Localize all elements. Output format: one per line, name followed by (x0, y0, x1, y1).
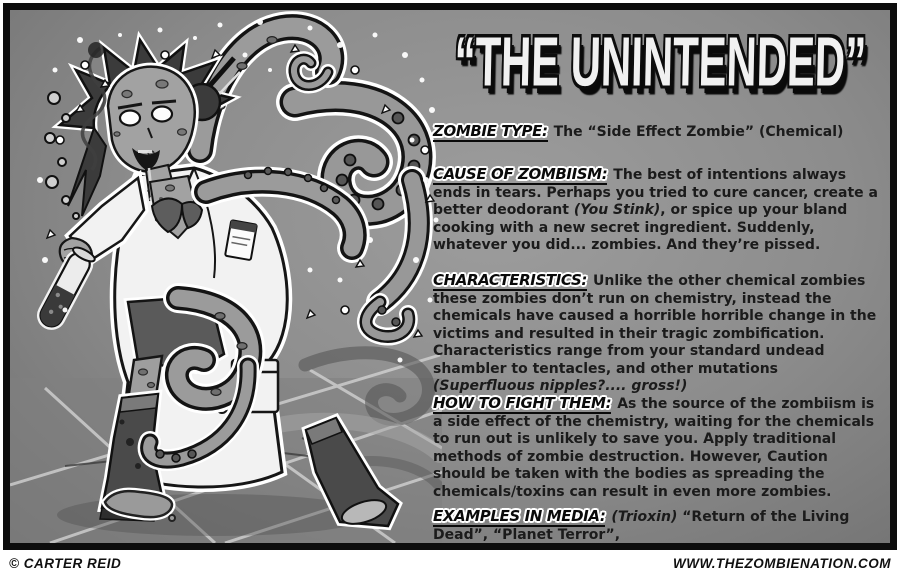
section-body: , or spice up your bland cooking with a new secret ingredient. Suddenly, whatever you did... zombies. And they’re pissed. (433, 202, 848, 253)
section-characteristics (433, 272, 879, 396)
section-body: The “Side Effect Zombie” (Chemical) (553, 124, 844, 140)
section-body-italic: (You Stink) (573, 202, 661, 218)
blank-eye-right (152, 107, 172, 122)
website-url: WWW.THEZOMBIENATION.COM (673, 555, 891, 571)
section-body: “Return of the Living Dead”, “Planet Terror”, (433, 509, 850, 543)
page-title-text: “THE UNINTENDED” (453, 21, 868, 101)
section-body: Unlike the other chemical zombies these zombies don’t run on chemistry, instead the chemicals have caused a horrible horrible change in the victims and resulted in their tragic zombification. Characteristics range from your standard undead shambler to tentacles, and other mutations (433, 273, 877, 377)
section-body-italic: (Superfluous nipples?.... gross!) (433, 378, 688, 394)
section-body: As the source of the zombiism is a side effect of the chemistry, waiting for the chemicals to run out is unlikely to save you. Apply traditional methods of zombie destruction. However, Caution should be taken with the bodies as spreading the chemicals/toxins can result in even more zombies. (433, 396, 875, 500)
zombie-scientist-illustration (10, 10, 442, 543)
footer (0, 550, 900, 576)
poster-frame (3, 3, 897, 550)
copyright-text: © CARTER REID (9, 555, 122, 571)
section-body-italic: (Trioxin) (611, 509, 678, 525)
section-cause-of-zombiism (433, 166, 879, 255)
page-title (431, 12, 890, 112)
id-badge (225, 220, 257, 260)
section-heading: EXAMPLES IN MEDIA: (433, 507, 606, 525)
section-heading: CAUSE OF ZOMBIISM: (433, 165, 608, 183)
section-heading: CHARACTERISTICS: (433, 271, 587, 289)
poster-panel (10, 10, 890, 543)
tentacle-curl-top (200, 27, 331, 150)
section-heading: HOW TO FIGHT THEM: (433, 394, 612, 412)
section-how-to-fight-them (433, 395, 879, 501)
section-heading: ZOMBIE TYPE: (433, 122, 548, 140)
blank-eye-left (120, 111, 140, 126)
section-examples-in-media (433, 508, 879, 543)
section-body: The best of intentions always ends in tears. Perhaps you tried to cure cancer, create a better deodorant (433, 167, 878, 218)
section-zombie-type (433, 123, 879, 142)
